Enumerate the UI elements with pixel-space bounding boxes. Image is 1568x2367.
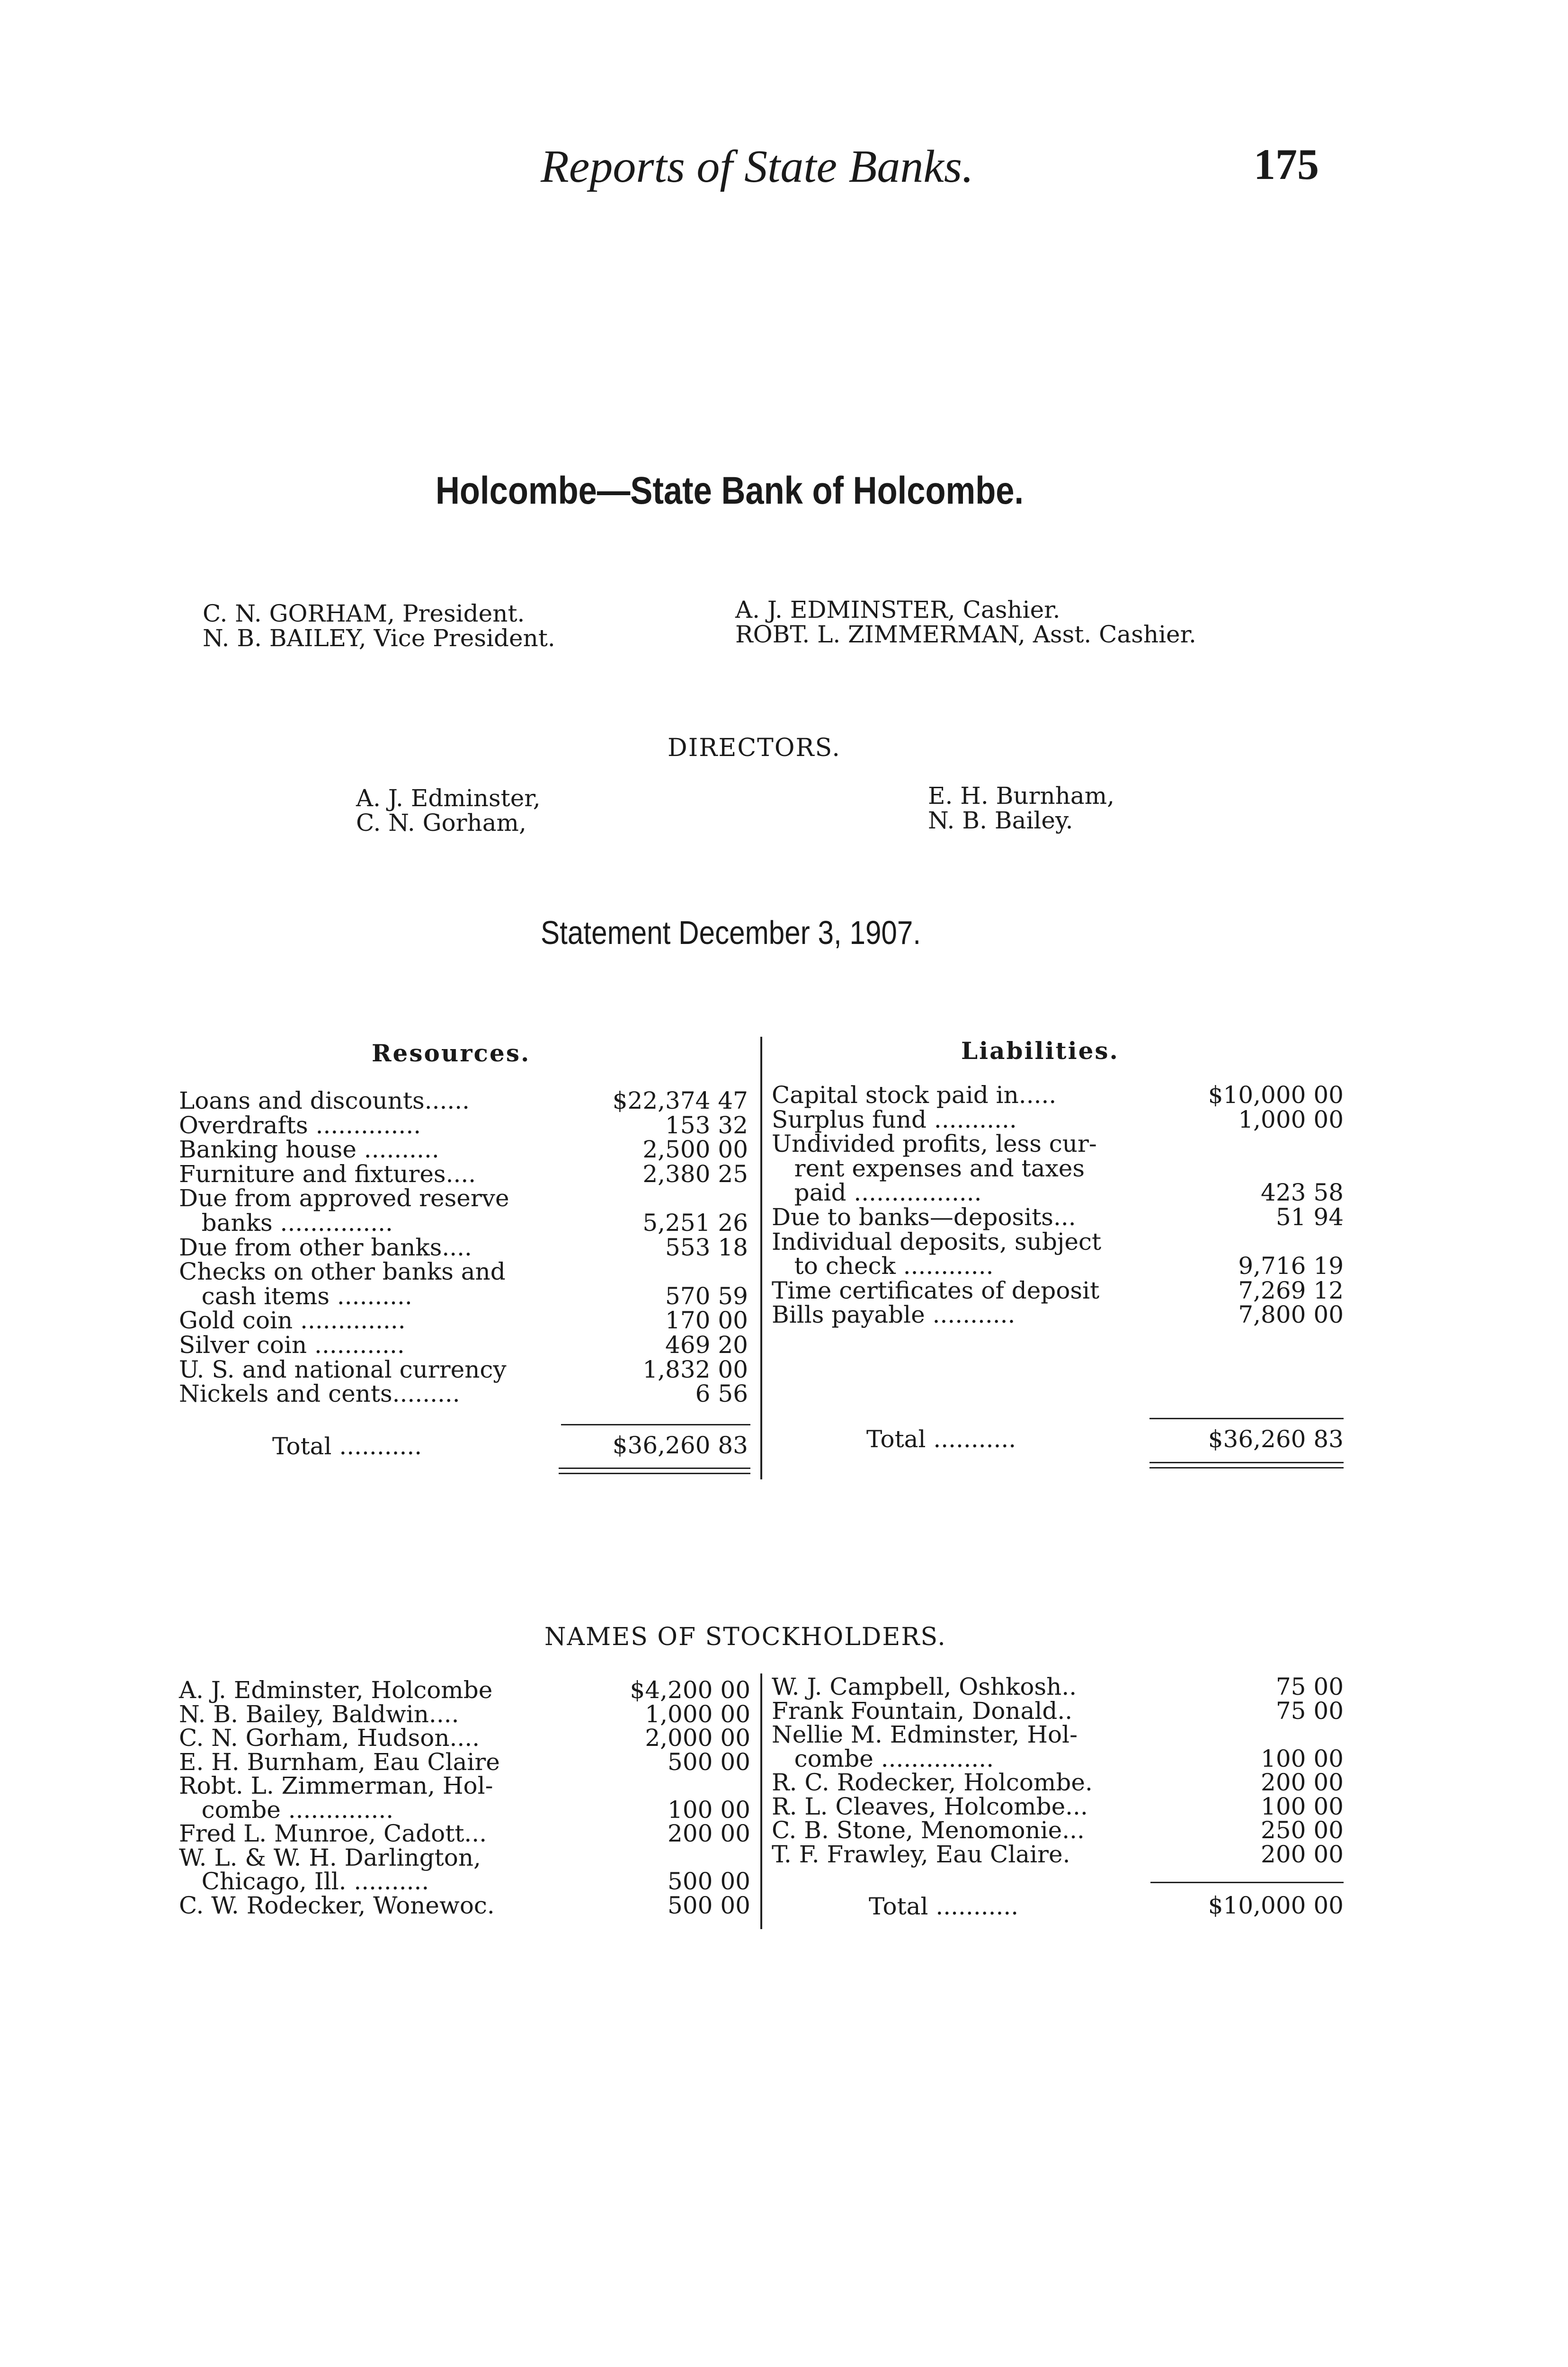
stockholder-right-row-amount: 200 00: [1261, 1840, 1344, 1868]
stockholder-left-row-amount: 500 00: [668, 1891, 750, 1919]
liabilities-heading: Liabilities.: [961, 1037, 1119, 1065]
liabilities-row-amount: 51 94: [1275, 1203, 1344, 1231]
stockholder-right-row-amount: 100 00: [1261, 1744, 1344, 1772]
stockholder-right-row-label: Nellie M. Edminster, Hol-: [772, 1721, 1078, 1748]
stockholder-left-row-label: Robt. L. Zimmerman, Hol-: [179, 1772, 493, 1799]
resources-row-label: Due from approved reserve: [179, 1184, 509, 1212]
liabilities-row-amount: 1,000 00: [1238, 1105, 1344, 1133]
resources-row-amount: 570 59: [665, 1282, 748, 1310]
resources-row-amount: 469 20: [665, 1331, 748, 1359]
resources-row-label: banks ...............: [179, 1209, 393, 1237]
stockholder-right-row-label: W. J. Campbell, Oshkosh..: [772, 1673, 1077, 1700]
liabilities-total-double-rule: [1149, 1462, 1344, 1468]
stockholder-right-row-amount: 250 00: [1261, 1816, 1344, 1844]
stockholder-left-row-amount: 2,000 00: [645, 1724, 750, 1752]
director-left-1: A. J. Edminster,: [356, 784, 541, 812]
stockholder-left-row-label: C. N. Gorham, Hudson....: [179, 1724, 480, 1752]
running-title: Reports of State Banks.: [541, 141, 974, 192]
stockholder-right-row-label: R. L. Cleaves, Holcombe...: [772, 1792, 1088, 1820]
stockholder-left-row-label: E. H. Burnham, Eau Claire: [179, 1748, 500, 1776]
liabilities-row-label: rent expenses and taxes: [772, 1154, 1085, 1182]
resources-row-label: Checks on other banks and: [179, 1258, 506, 1286]
liabilities-row-amount: 7,269 12: [1238, 1276, 1344, 1304]
stockholders-heading: NAMES OF STOCKHOLDERS.: [544, 1623, 946, 1651]
liabilities-row-label: Time certificates of deposit: [772, 1276, 1100, 1304]
resources-heading: Resources.: [372, 1039, 531, 1067]
liabilities-row-amount: $10,000 00: [1208, 1081, 1344, 1109]
stockholder-left-row-label: C. W. Rodecker, Wonewoc.: [179, 1891, 495, 1919]
resources-row-label: Due from other banks....: [179, 1233, 472, 1261]
liabilities-total-label: Total ...........: [866, 1425, 1016, 1453]
stockholder-right-row-amount: 100 00: [1261, 1792, 1344, 1820]
officer-left-1: C. N. GORHAM, President.: [203, 600, 525, 627]
stockholder-right-row-amount: 75 00: [1275, 1697, 1344, 1725]
liabilities-total-rule: [1149, 1418, 1344, 1419]
resources-row-label: cash items ..........: [179, 1282, 412, 1310]
stockholders-total-amount: $10,000 00: [1208, 1892, 1344, 1919]
bank-title: Holcombe—State Bank of Holcombe.: [436, 469, 1024, 512]
liabilities-row-label: Bills payable ...........: [772, 1301, 1016, 1329]
stockholder-left-row-amount: 500 00: [668, 1868, 750, 1895]
stockholder-left-row-label: Chicago, Ill. ..........: [179, 1868, 429, 1895]
officer-right-2: ROBT. L. ZIMMERMAN, Asst. Cashier.: [735, 621, 1196, 648]
stockholder-right-row-amount: 200 00: [1261, 1769, 1344, 1796]
stockholder-right-row-label: T. F. Frawley, Eau Claire.: [772, 1840, 1070, 1868]
resources-row-label: Overdrafts ..............: [179, 1111, 421, 1139]
liabilities-total-amount: $36,260 83: [1208, 1425, 1344, 1453]
resources-row-label: Furniture and fixtures....: [179, 1160, 476, 1188]
resources-row-amount: 553 18: [665, 1233, 748, 1261]
statement-column-divider: [760, 1037, 762, 1479]
resources-row-label: Gold coin ..............: [179, 1307, 406, 1335]
resources-row-amount: 153 32: [665, 1111, 748, 1139]
stockholder-right-row-label: C. B. Stone, Menomonie...: [772, 1816, 1085, 1844]
liabilities-row-label: to check ............: [772, 1252, 994, 1280]
liabilities-row-amount: 9,716 19: [1238, 1252, 1344, 1280]
resources-row-amount: $22,374 47: [612, 1087, 748, 1114]
liabilities-row-label: Undivided profits, less cur-: [772, 1130, 1097, 1158]
liabilities-row-amount: 423 58: [1261, 1179, 1344, 1207]
stockholder-left-row-amount: 1,000 00: [645, 1700, 750, 1728]
liabilities-row-label: Surplus fund ...........: [772, 1105, 1017, 1133]
directors-heading: DIRECTORS.: [668, 734, 841, 762]
resources-row-label: U. S. and national currency: [179, 1355, 507, 1383]
stockholder-left-row-amount: 200 00: [668, 1820, 750, 1847]
resources-row-label: Silver coin ............: [179, 1331, 405, 1359]
stockholder-left-row-amount: 100 00: [668, 1796, 750, 1824]
stockholder-left-row-label: Fred L. Munroe, Cadott...: [179, 1820, 487, 1847]
officer-right-1: A. J. EDMINSTER, Cashier.: [735, 596, 1060, 623]
stockholder-left-row-label: A. J. Edminster, Holcombe: [179, 1676, 493, 1704]
resources-total-double-rule: [559, 1468, 750, 1474]
resources-row-amount: 1,832 00: [642, 1355, 748, 1383]
resources-row-amount: 6 56: [695, 1380, 748, 1408]
resources-row-amount: 2,500 00: [642, 1136, 748, 1164]
resources-row-amount: 2,380 25: [642, 1160, 748, 1188]
stockholders-column-divider: [760, 1673, 762, 1929]
resources-row-label: Nickels and cents.........: [179, 1380, 460, 1408]
stockholder-right-row-amount: 75 00: [1275, 1673, 1344, 1700]
officer-left-2: N. B. BAILEY, Vice President.: [203, 624, 555, 652]
liabilities-row-amount: 7,800 00: [1238, 1301, 1344, 1329]
resources-row-amount: 170 00: [665, 1307, 748, 1335]
stockholders-total-label: Total ...........: [869, 1893, 1019, 1920]
director-right-1: E. H. Burnham,: [928, 782, 1115, 810]
page-number: 175: [1254, 140, 1319, 188]
stockholder-right-row-label: Frank Fountain, Donald..: [772, 1697, 1073, 1725]
stockholder-left-row-label: combe ..............: [179, 1796, 394, 1824]
liabilities-row-label: Capital stock paid in.....: [772, 1081, 1057, 1109]
resources-row-label: Loans and discounts......: [179, 1087, 470, 1114]
stockholder-right-row-label: R. C. Rodecker, Holcombe.: [772, 1769, 1093, 1796]
liabilities-row-label: paid .................: [772, 1179, 982, 1207]
liabilities-row-label: Due to banks—deposits...: [772, 1203, 1076, 1231]
director-right-2: N. B. Bailey.: [928, 807, 1073, 834]
stockholder-left-row-label: W. L. & W. H. Darlington,: [179, 1843, 481, 1871]
stockholder-left-row-amount: 500 00: [668, 1748, 750, 1776]
stockholder-right-row-label: combe ...............: [772, 1744, 994, 1772]
resources-total-rule: [561, 1424, 750, 1425]
resources-total-amount: $36,260 83: [612, 1432, 748, 1459]
resources-row-label: Banking house ..........: [179, 1136, 439, 1164]
liabilities-row-label: Individual deposits, subject: [772, 1228, 1102, 1255]
resources-total-label: Total ...........: [272, 1433, 422, 1460]
resources-row-amount: 5,251 26: [642, 1209, 748, 1237]
stockholder-left-row-label: N. B. Bailey, Baldwin....: [179, 1700, 459, 1728]
stockholder-left-row-amount: $4,200 00: [630, 1676, 750, 1704]
stockholders-total-rule: [1150, 1882, 1344, 1883]
director-left-2: C. N. Gorham,: [356, 809, 526, 836]
statement-title: Statement December 3, 1907.: [541, 914, 921, 951]
